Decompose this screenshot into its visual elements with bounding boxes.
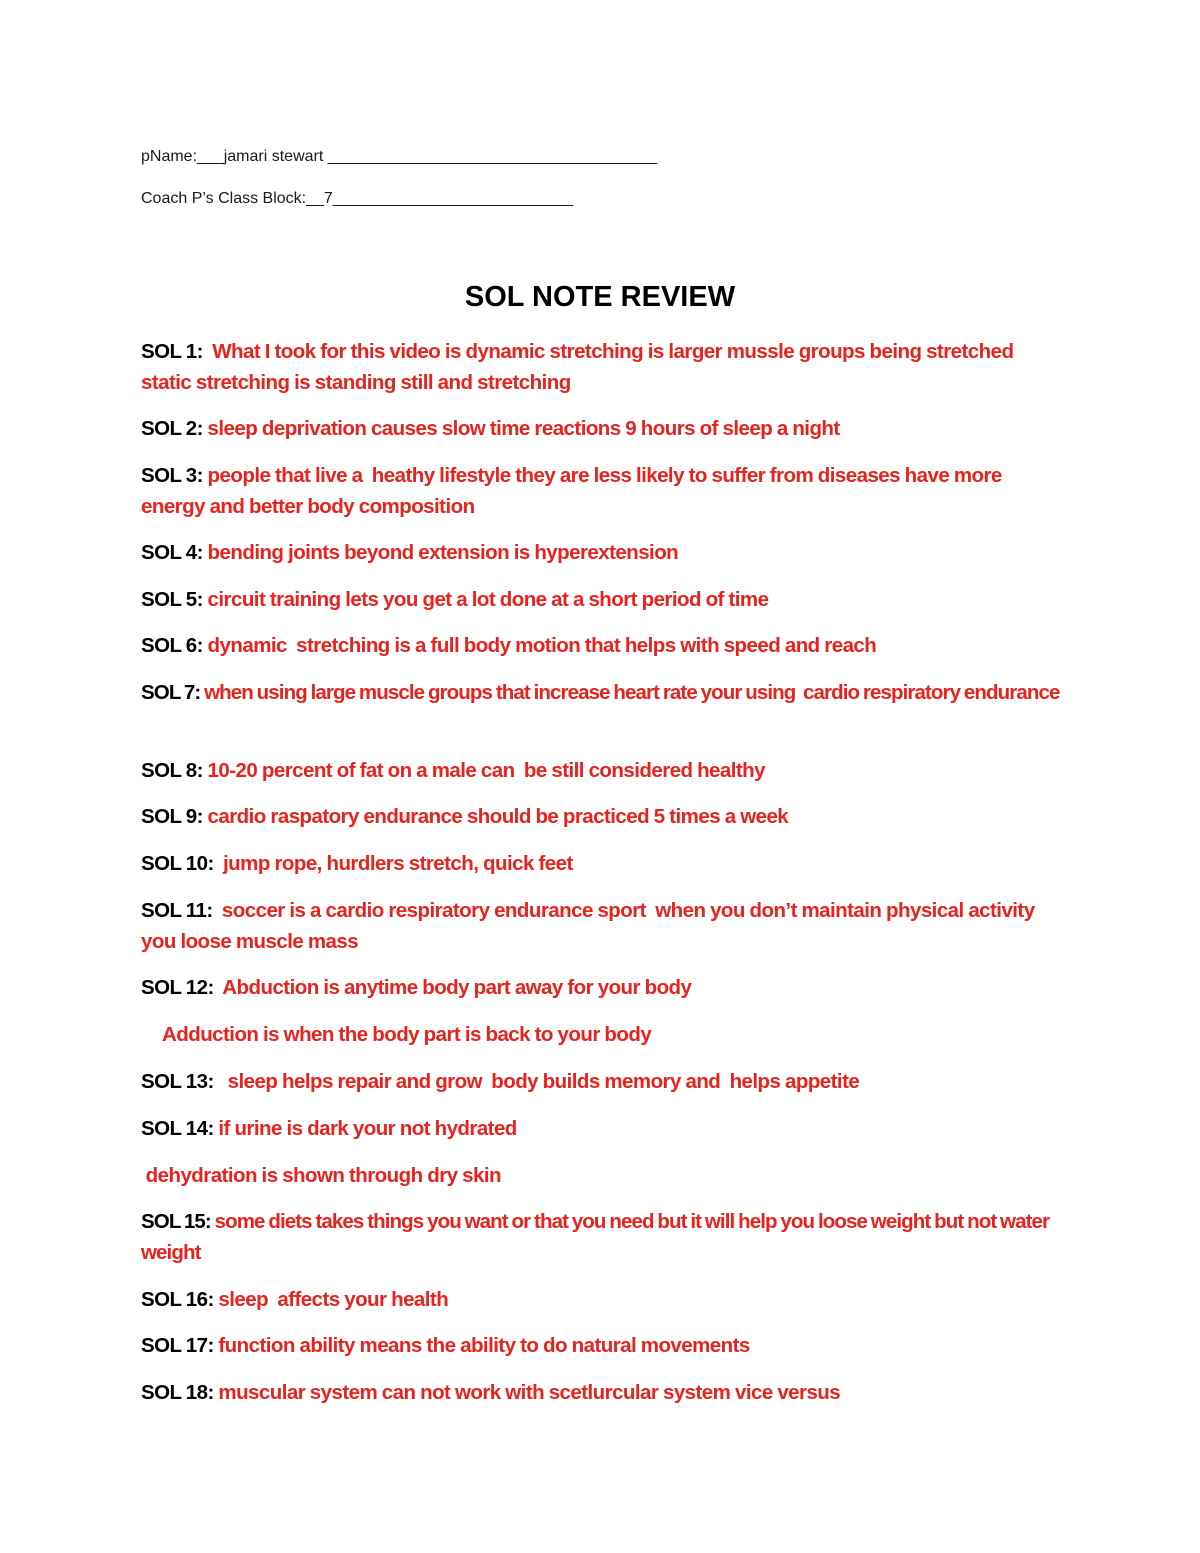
- sol-note: some diets takes things you want or that you need but it will help you loose weight but not water weight: [141, 1210, 1053, 1264]
- sol-label: SOL 13:: [141, 1070, 214, 1093]
- sol-entry-14-continued: [141, 1160, 501, 1191]
- sol-label: SOL 12:: [141, 976, 214, 999]
- student-name-line: pName:___jamari stewart _____________________________________: [141, 148, 657, 165]
- sol-entry-6: [141, 630, 1061, 661]
- sol-label: SOL 6:: [141, 634, 203, 657]
- sol-note: jump rope, hurdlers stretch, quick feet: [213, 852, 573, 875]
- sol-note: sleep helps repair and grow body builds memory and helps appetite: [213, 1070, 860, 1093]
- sol-note: What I took for this video is dynamic stretching is larger mussle groups being stretched static stretching is standing still and stretching: [141, 340, 1019, 394]
- sol-entry-17: [141, 1330, 1061, 1361]
- sol-entry-12: [141, 972, 1061, 1003]
- sol-label: SOL 2:: [141, 417, 203, 440]
- sol-entry-16: [141, 1284, 1061, 1315]
- sol-label: SOL 7:: [141, 681, 201, 704]
- sol-label: SOL 15:: [141, 1210, 211, 1233]
- sol-note: Adduction is when the body part is back to your body: [162, 1023, 652, 1046]
- sol-note: bending joints beyond extension is hyperextension: [202, 541, 679, 564]
- sol-entry-11: [141, 895, 1061, 957]
- sol-label: SOL 16:: [141, 1288, 214, 1311]
- sol-note: if urine is dark your not hydrated: [213, 1117, 517, 1140]
- sol-note: cardio raspatory endurance should be practiced 5 times a week: [202, 805, 789, 828]
- page-title: SOL NOTE REVIEW: [464, 281, 736, 313]
- sol-entry-18: [141, 1377, 1061, 1408]
- sol-note: sleep affects your health: [213, 1288, 449, 1311]
- sol-note: sleep deprivation causes slow time reactions 9 hours of sleep a night: [202, 417, 840, 440]
- sol-entry-9: [141, 801, 1061, 832]
- sol-note: when using large muscle groups that increase heart rate your using cardio respiratory endurance: [200, 681, 1060, 704]
- sol-entry-5: [141, 584, 1061, 615]
- sol-label: SOL 11:: [141, 899, 213, 922]
- sol-entry-14: [141, 1113, 1061, 1144]
- sol-label: SOL 18:: [141, 1381, 214, 1404]
- sol-label: SOL 4:: [141, 541, 203, 564]
- sol-note: dynamic stretching is a full body motion that helps with speed and reach: [202, 634, 877, 657]
- sol-label: SOL 9:: [141, 805, 203, 828]
- sol-label: SOL 8:: [141, 759, 203, 782]
- sol-label: SOL 3:: [141, 464, 203, 487]
- sol-note: dehydration is shown through dry skin: [141, 1164, 501, 1187]
- sol-entry-2: [141, 413, 1061, 444]
- sol-entry-4: [141, 537, 1061, 568]
- sol-note: circuit training lets you get a lot done at a short period of time: [202, 588, 769, 611]
- sol-entry-15: [141, 1206, 1061, 1268]
- sol-entry-13: [141, 1066, 1061, 1097]
- sol-entry-7: [141, 677, 1061, 708]
- sol-entry-12-continued: [162, 1019, 651, 1050]
- sol-note: Abduction is anytime body part away for your body: [213, 976, 692, 999]
- sol-label: SOL 10:: [141, 852, 214, 875]
- sol-note: 10-20 percent of fat on a male can be still considered healthy: [202, 759, 766, 782]
- sol-label: SOL 5:: [141, 588, 203, 611]
- sol-entry-3: [141, 460, 1061, 522]
- sol-entry-8: [141, 755, 1061, 786]
- sol-label: SOL 1:: [141, 340, 203, 363]
- sol-note: muscular system can not work with scetlurcular system vice versus: [213, 1381, 841, 1404]
- sol-note: people that live a heathy lifestyle they are less likely to suffer from diseases have more energy and better body composition: [141, 464, 1007, 518]
- sol-label: SOL 14:: [141, 1117, 214, 1140]
- class-block-line: Coach P’s Class Block:__7___________________________: [141, 190, 574, 207]
- sol-note: function ability means the ability to do natural movements: [213, 1334, 750, 1357]
- sol-label: SOL 17:: [141, 1334, 214, 1357]
- sol-entry-10: [141, 848, 1061, 879]
- sol-note: soccer is a cardio respiratory endurance sport when you don’t maintain physical activity you loose muscle mass: [141, 899, 1040, 953]
- sol-entry-1: [141, 336, 1061, 398]
